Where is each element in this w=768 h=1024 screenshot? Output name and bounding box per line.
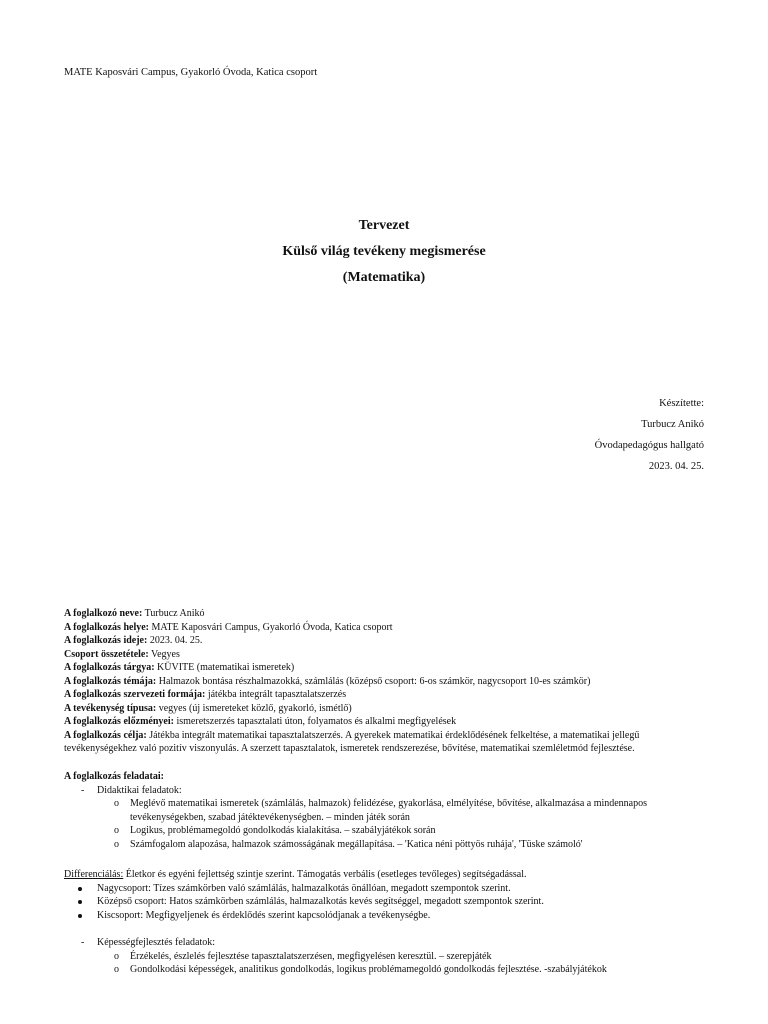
author-label: Készítette: [659,398,704,409]
title-block [0,213,768,291]
didactic-label: Didaktikai feladatok: [97,784,182,796]
info-value: Vegyes [148,648,180,660]
info-line [64,702,714,716]
list-item-text: Gondolkodási képességek, analitikus gondolkodás, logikus problémamegoldó gondolkodás fejlesztése. -szabályjátékok [130,964,607,975]
differentiation-section [64,868,714,922]
tasks-heading [64,770,714,784]
didactic-tasks [64,784,714,798]
document-subtitle: Külső világ tevékeny megismerése [282,244,486,259]
dash-bullet: - [81,784,85,796]
info-label: A foglalkozás előzményei: [64,716,174,727]
skills-tasks [64,936,714,950]
skills-list [64,950,714,977]
author-role: Óvodapedagógus hallgató [594,440,704,451]
author-block [595,393,704,477]
circle-bullet: o [114,964,119,975]
page-header: MATE Kaposvári Campus, Gyakorló Óvoda, Katica csoport [64,67,318,78]
info-label: A foglalkozás témája: [64,675,157,687]
info-value: MATE Kaposvári Campus, Gyakorló Óvoda, Katica csoport [149,621,393,633]
info-value: KÜVITE (matematikai ismeretek) [154,662,295,673]
list-item-text: Számfogalom alapozása, halmazok számosságának megállapítása. – 'Katica néni pöttyös ruhája', 'Tüske számoló' [130,838,583,850]
dash-bullet: - [81,937,85,948]
info-line [64,715,714,729]
tasks-heading-text: A foglalkozás feladatai: [64,771,164,782]
info-value: ismeretszerzés tapasztalati úton, folyamatos és alkalmi megfigyelések [173,716,457,727]
list-item [64,909,714,923]
info-line [64,661,714,675]
list-item-text: Logikus, problémamegoldó gondolkodás kialakítása. – szabályjátékok során [130,825,436,836]
info-label: A foglalkozás helye: [64,621,149,633]
info-line [64,729,714,756]
info-value: Halmazok bontása részhalmazokká, számlálás (középső csoport: 6-os számkör, nagycsoport 10-es számkör) [156,675,591,687]
list-item-text: Nagycsoport: Tízes számkörben való számlálás, halmazalkotás önállóan, megadott szempontok szerint. [97,882,511,894]
didactic-list [64,797,714,851]
info-line [64,607,714,621]
circle-bullet: o [114,798,119,809]
info-value: vegyes (új ismereteket közlő, gyakorló, ismétlő) [156,702,352,714]
list-item [64,950,714,964]
list-item-text: Meglévő matematikai ismeretek (számlálás, halmazok) felidézése, gyakorlása, elmélyítése, bővítése, alkalmazása a mindennapos tevékenységekben, szabad játéktevékenységben. – minden játék során [130,798,648,823]
author-name: Turbucz Anikó [641,419,704,430]
list-item-text: Középső csoport: Hatos számkörben számlálás, halmazalkotás kevés segítséggel, megadott szempontok szerint. [97,896,544,907]
circle-bullet: o [114,838,119,850]
differentiation-label: Differenciálás: [64,869,124,880]
info-value: játékba integrált tapasztalatszerzés [205,689,347,700]
list-item [64,838,714,852]
list-item [64,797,714,824]
info-label: A tevékenység típusa: [64,702,157,714]
info-line [64,621,714,635]
list-item-text: Érzékelés, észlelés fejlesztése tapasztalatszerzésen, megfigyelésen keresztül. – szerepjáték [130,950,492,962]
info-value: Játékba integrált matematikai tapasztalatszerzés. A gyerekek matematikai érdeklődésének felkeltése, a matematikai jellegű tevékenységekhez való pozitív viszonyulás. A szerzett tapasztalatok, ismeretek rendszerezése, bővítése, matematikai szemléletmód fejlesztése. [64,729,640,754]
info-value: 2023. 04. 25. [147,635,203,646]
list-item [64,882,714,896]
info-line [64,688,714,702]
info-label: A foglalkozás ideje: [64,635,148,646]
skills-label: Képességfejlesztés feladatok: [97,937,216,948]
info-value: Turbucz Anikó [142,608,205,619]
document-subject: (Matematika) [342,270,426,285]
info-block [64,607,714,756]
dot-bullet [78,914,82,918]
info-line [64,648,714,662]
info-label: A foglalkozás szervezeti formája: [64,689,206,700]
info-label: A foglalkozás tárgya: [64,662,155,673]
dot-bullet [78,887,82,891]
differentiation-line [64,868,714,882]
info-line [64,675,714,689]
info-label: A foglalkozás célja: [64,729,147,741]
circle-bullet: o [114,825,119,836]
document-title: Tervezet [358,218,410,233]
info-label: A foglalkozó neve: [64,608,143,619]
list-item-text: Kiscsoport: Megfigyeljenek és érdeklődés szerint kapcsolódjanak a tevékenységbe. [97,909,431,921]
list-item [64,963,714,977]
list-item [64,895,714,909]
info-line [64,634,714,648]
dot-bullet [78,900,82,904]
tasks-section [64,770,714,851]
skills-section [64,936,714,977]
circle-bullet: o [114,950,119,962]
author-date: 2023. 04. 25. [648,461,704,472]
list-item [64,824,714,838]
info-label: Csoport összetétele: [64,648,149,660]
differentiation-text: Életkor és egyéni fejlettség szintje szerint. Támogatás verbális (esetleges tevőleges) segítségadással. [123,869,527,880]
